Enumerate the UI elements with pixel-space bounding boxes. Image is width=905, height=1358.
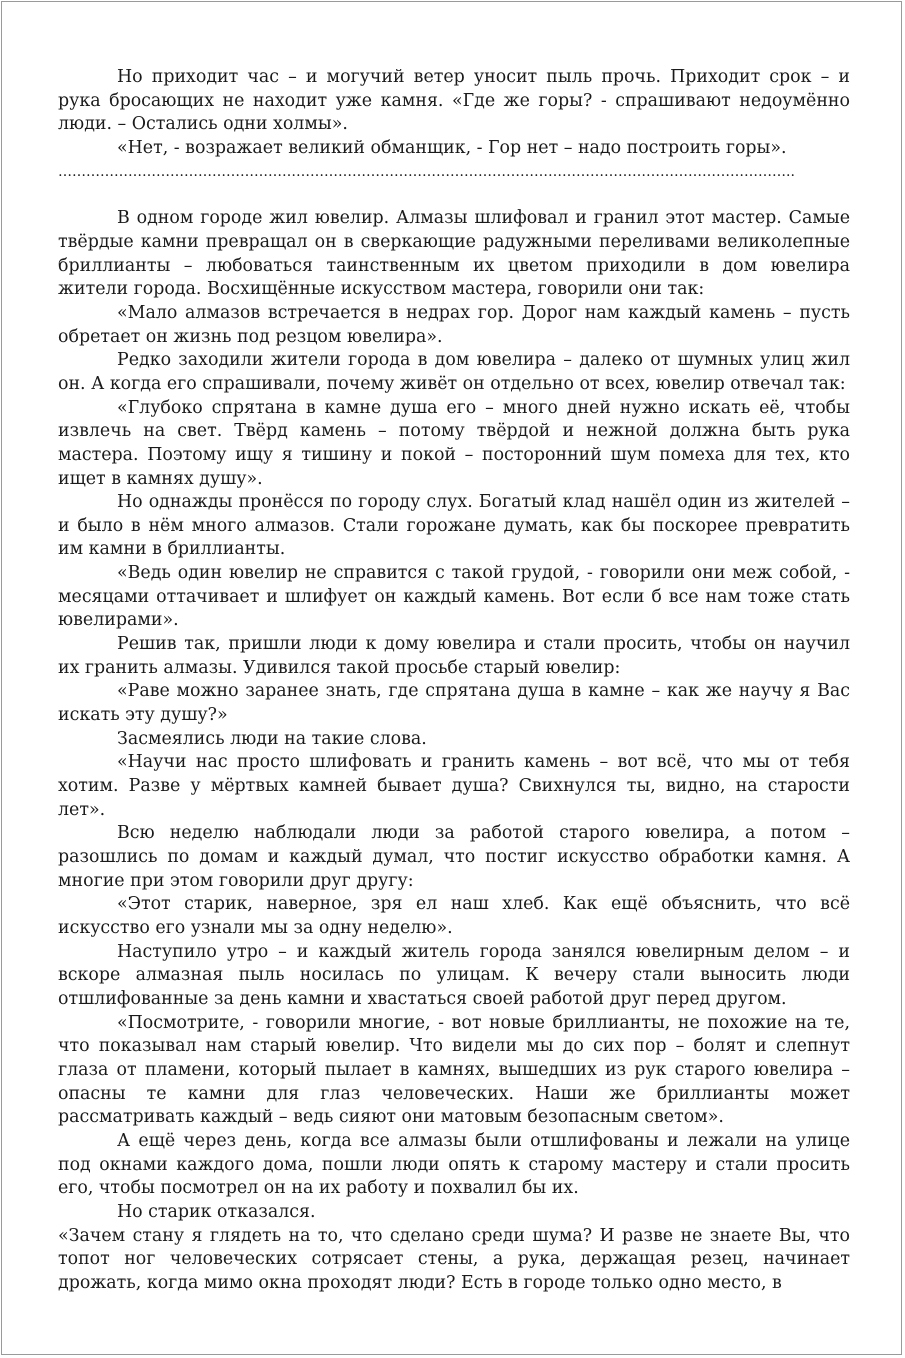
paragraph: А ещё через день, когда все алмазы были отшлифованы и лежали на улице под окнами каждого дома, пошли люди опять к старому мастеру и стали просить его, чтобы посмотрел он на их работу и похвалил бы их. (58, 1130, 850, 1199)
paragraph: Редко заходили жители города в дом ювелира – далеко от шумных улиц жил он. А когда его спрашивали, почему живёт он отдельно от всех, ювелир отвечал так: (58, 350, 850, 394)
paragraph: Но старик отказался. (117, 1201, 316, 1222)
paragraph: «Нет, - возражает великий обманщик, - Гор нет – надо построить горы». (117, 137, 787, 158)
paragraph: «Ведь один ювелир не справится с такой грудой, - говорили они меж собой, - месяцами оттачивает и шлифует он каждый камень. Вот если б все нам тоже стать ювелирами». (58, 563, 850, 631)
paragraph: В одном городе жил ювелир. Алмазы шлифовал и гранил этот мастер. Самые твёрдые камни превращал он в сверкающие радужными переливами великолепные бриллианты – любоваться таинственным их цветом приходили в дом ювелира жители города. Восхищённые искусством мастера, говорили они так: (58, 208, 850, 300)
paragraph: Решив так, пришли люди к дому ювелира и стали просить, чтобы он научил их гранить алмазы. Удивился такой просьбе старый ювелир: (58, 634, 850, 678)
paragraph: «Мало алмазов встречается в недрах гор. Дорог нам каждый камень – пусть обретает он жизнь под резцом ювелира». (58, 302, 850, 347)
paragraph: Всю неделю наблюдали люди за работой старого ювелира, а потом – разошлись по домам и каждый думал, что постиг искусство обработки камня. А многие при этом говорили друг другу: (58, 823, 850, 891)
paragraph: «Посмотрите, - говорили многие, - вот новые бриллианты, не похожие на те, что показывал нам старый ювелир. Что видели мы до сих пор – болят и слепнут глаза от пламени, который пылает в камнях, вышедших из рук старого ювелира – опасны те камни для глаз человеческих. Наши же бриллианты может рассматривать каждый – ведь сияют они матовым безопасным светом». (58, 1012, 850, 1128)
paragraph: Но приходит час – и могучий ветер уносит пыль прочь. Приходит срок – и рука бросающих не находит уже камня. «Где же горы? - спрашивают недоумённо люди. – Остались одни холмы». (58, 67, 850, 135)
paragraph: «Этот старик, наверное, зря ел наш хлеб. Как ещё объяснить, что всё искусство его узнали мы за одну неделю». (58, 894, 850, 938)
paragraph: Засмеялись люди на такие слова. (117, 728, 427, 749)
section-separator: ………………………………………………………………………………………………………………………………………….. (58, 163, 795, 180)
document-body (58, 66, 850, 1295)
paragraph: «Раве можно заранее знать, где спрятана душа в камне – как же научу я Вас искать эту душу?» (58, 681, 850, 726)
paragraph: Но однажды пронёсся по городу слух. Богатый клад нашёл один из жителей – и было в нём много алмазов. Стали горожане думать, как бы поскорее превратить им камни в бриллианты. (58, 492, 850, 560)
page-frame (1, 1, 902, 1355)
paragraph: Наступило утро – и каждый житель города занялся ювелирным делом – и вскоре алмазная пыль носилась по улицам. К вечеру стали выносить люди отшлифованные за день камни и хвастаться своей работой друг перед другом. (58, 941, 850, 1009)
paragraph: «Глубоко спрятана в камне душа его – много дней нужно искать её, чтобы извлечь на свет. Твёрд камень – потому твёрдой и нежной должна быть рука мастера. Поэтому ищу я тишину и покой – посторонний шум помеха для тех, кто ищет в камнях душу». (58, 397, 850, 489)
paragraph: «Зачем стану я глядеть на то, что сделано среди шума? И разве не знаете Вы, что топот ног человеческих сотрясает стены, а рука, держащая резец, начинает дрожать, когда мимо окна проходят люди? Есть в городе только одно место, в (58, 1225, 850, 1293)
paragraph: «Научи нас просто шлифовать и гранить камень – вот всё, что мы от тебя хотим. Разве у мёртвых камней бывает душа? Свихнулся ты, видно, на старости лет». (58, 752, 850, 820)
